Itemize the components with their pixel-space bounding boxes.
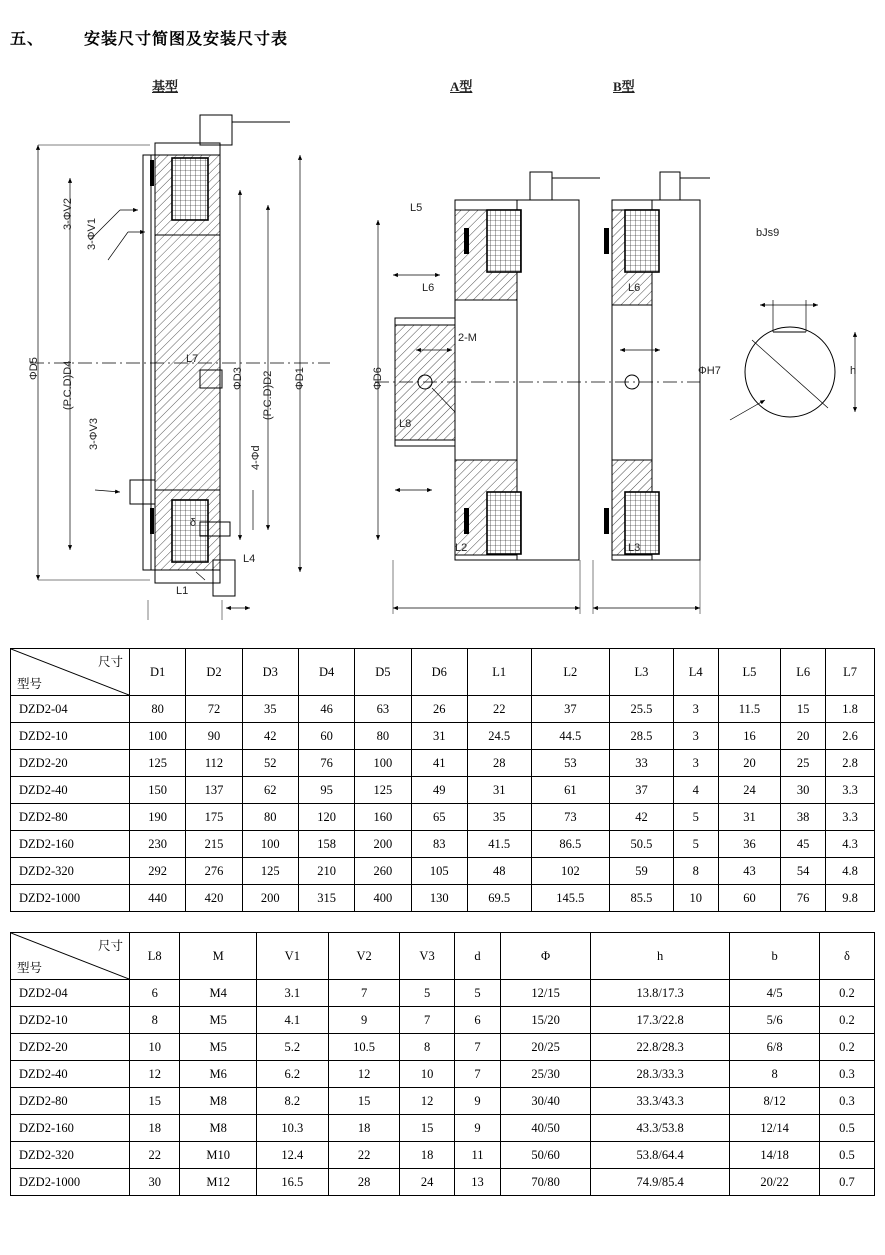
cell: 50.5 (610, 831, 674, 858)
cell: 14/18 (730, 1142, 819, 1169)
label-pcd-d4: (P.C.D)D4 (62, 360, 74, 410)
col-header-d4: D4 (298, 649, 354, 696)
cell: 12 (400, 1088, 454, 1115)
cell: 80 (355, 723, 411, 750)
cell: 4.8 (826, 858, 875, 885)
cell: 53.8/64.4 (590, 1142, 730, 1169)
label-3-phi-v3: 3-ΦV3 (88, 417, 100, 450)
cell: 33.3/43.3 (590, 1088, 730, 1115)
cell: 3.1 (256, 980, 328, 1007)
col-header-delta: δ (819, 933, 874, 980)
col-header-l8: L8 (130, 933, 180, 980)
cell: 37 (610, 777, 674, 804)
cell: 315 (298, 885, 354, 912)
col-header-h: h (590, 933, 730, 980)
cell: 43 (718, 858, 781, 885)
cell: 3.3 (826, 804, 875, 831)
col-header-phi: Φ (501, 933, 590, 980)
cell: 130 (411, 885, 467, 912)
label-l6-b: L6 (628, 282, 641, 294)
col-header-l2: L2 (531, 649, 610, 696)
corner-label-model: 型号 (17, 677, 43, 691)
cell: 76 (781, 885, 826, 912)
cell: 18 (400, 1142, 454, 1169)
cell: 22 (467, 696, 531, 723)
cell: 102 (531, 858, 610, 885)
view-title-a: A型 (450, 79, 473, 94)
cell: 6.2 (256, 1061, 328, 1088)
page-title (10, 26, 288, 49)
corner-label-dimension: 尺寸 (97, 939, 123, 953)
cell: 7 (328, 980, 400, 1007)
cell: 86.5 (531, 831, 610, 858)
cell: 95 (298, 777, 354, 804)
cell: 8 (730, 1061, 819, 1088)
table-row (11, 980, 875, 1007)
col-header-d: d (454, 933, 501, 980)
label-4-phi-d: 4-Φd (250, 445, 262, 470)
cell: 420 (186, 885, 242, 912)
cell: 5 (673, 804, 718, 831)
cell: 4/5 (730, 980, 819, 1007)
cell: 28.5 (610, 723, 674, 750)
label-3-phi-v1: 3-ΦV1 (86, 217, 98, 250)
cell: 20/22 (730, 1169, 819, 1196)
cell: 18 (328, 1115, 400, 1142)
label-h: h (850, 365, 857, 377)
cell: 76 (298, 750, 354, 777)
row-model: DZD2-1000 (11, 1169, 130, 1196)
cell: M5 (180, 1007, 256, 1034)
label-phi-d5: ΦD5 (28, 357, 40, 380)
cell: 112 (186, 750, 242, 777)
assembly-dimension-drawing (0, 60, 885, 620)
col-header-l7: L7 (826, 649, 875, 696)
col-header-l5: L5 (718, 649, 781, 696)
cell: 100 (355, 750, 411, 777)
cell: 0.3 (819, 1088, 874, 1115)
cell: 50/60 (501, 1142, 590, 1169)
cell: M6 (180, 1061, 256, 1088)
corner-label-dimension: 尺寸 (97, 655, 123, 669)
section-heading-text: 安装尺寸简图及安装尺寸表 (84, 31, 289, 48)
cell: 2.8 (826, 750, 875, 777)
cell: 230 (130, 831, 186, 858)
cell: 260 (355, 858, 411, 885)
view-title-b: B型 (613, 79, 635, 94)
cell: 28.3/33.3 (590, 1061, 730, 1088)
cell: 6 (454, 1007, 501, 1034)
row-model: DZD2-04 (11, 980, 130, 1007)
col-header-v1: V1 (256, 933, 328, 980)
cell: 11.5 (718, 696, 781, 723)
cell: 59 (610, 858, 674, 885)
cell: 120 (298, 804, 354, 831)
cell: 31 (718, 804, 781, 831)
table-row (11, 723, 875, 750)
table-row (11, 831, 875, 858)
cell: 46 (298, 696, 354, 723)
cell: 37 (531, 696, 610, 723)
cell: 0.7 (819, 1169, 874, 1196)
label-3-phi-v2: 3-ΦV2 (62, 197, 74, 230)
label-l5: L5 (410, 202, 423, 214)
col-header-l3: L3 (610, 649, 674, 696)
cell: 0.2 (819, 980, 874, 1007)
cell: 160 (355, 804, 411, 831)
cell: 8 (673, 858, 718, 885)
cell: M8 (180, 1115, 256, 1142)
cell: 12 (328, 1061, 400, 1088)
cell: 85.5 (610, 885, 674, 912)
cell: 12/14 (730, 1115, 819, 1142)
label-l7: L7 (186, 353, 199, 365)
cell: 292 (130, 858, 186, 885)
row-model: DZD2-20 (11, 1034, 130, 1061)
table-row (11, 1007, 875, 1034)
cell: 4.1 (256, 1007, 328, 1034)
row-model: DZD2-04 (11, 696, 130, 723)
label-delta: δ (190, 517, 197, 529)
cell: 200 (242, 885, 298, 912)
row-model: DZD2-160 (11, 1115, 130, 1142)
cell: 16 (718, 723, 781, 750)
cell: 52 (242, 750, 298, 777)
row-model: DZD2-320 (11, 1142, 130, 1169)
label-l1: L1 (176, 585, 189, 597)
cell: 12.4 (256, 1142, 328, 1169)
cell: 5 (454, 980, 501, 1007)
cell: 9 (454, 1088, 501, 1115)
cell: M10 (180, 1142, 256, 1169)
cell: 65 (411, 804, 467, 831)
cell: 25 (781, 750, 826, 777)
table-row (11, 696, 875, 723)
cell: 105 (411, 858, 467, 885)
table-row (11, 1034, 875, 1061)
label-pcd-d2: (P.C.D)D2 (262, 370, 274, 420)
cell: 25/30 (501, 1061, 590, 1088)
cell: 7 (454, 1061, 501, 1088)
row-model: DZD2-320 (11, 858, 130, 885)
cell: 150 (130, 777, 186, 804)
cell: 6/8 (730, 1034, 819, 1061)
cell: 10.5 (328, 1034, 400, 1061)
cell: 210 (298, 858, 354, 885)
col-header-d1: D1 (130, 649, 186, 696)
table1-corner-cell (11, 649, 130, 696)
cell: 61 (531, 777, 610, 804)
label-b-js9: bJs9 (756, 227, 780, 239)
dimension-table-1 (10, 648, 875, 912)
cell: 5 (400, 980, 454, 1007)
cell: 73 (531, 804, 610, 831)
cell: 215 (186, 831, 242, 858)
cell: 100 (242, 831, 298, 858)
cell: 80 (242, 804, 298, 831)
cell: 22.8/28.3 (590, 1034, 730, 1061)
table-row (11, 1169, 875, 1196)
cell: 158 (298, 831, 354, 858)
cell: 440 (130, 885, 186, 912)
cell: 45 (781, 831, 826, 858)
cell: 53 (531, 750, 610, 777)
row-model: DZD2-20 (11, 750, 130, 777)
cell: 3 (673, 696, 718, 723)
cell: 48 (467, 858, 531, 885)
cell: 36 (718, 831, 781, 858)
col-header-v3: V3 (400, 933, 454, 980)
cell: 72 (186, 696, 242, 723)
cell: 20/25 (501, 1034, 590, 1061)
cell: 20 (718, 750, 781, 777)
label-l2: L2 (455, 542, 468, 554)
cell: 2.6 (826, 723, 875, 750)
cell: 38 (781, 804, 826, 831)
row-model: DZD2-10 (11, 723, 130, 750)
cell: 6 (130, 980, 180, 1007)
cell: 20 (781, 723, 826, 750)
table-row (11, 885, 875, 912)
cell: 200 (355, 831, 411, 858)
cell: 4.3 (826, 831, 875, 858)
cell: 100 (130, 723, 186, 750)
cell: 42 (610, 804, 674, 831)
cell: 63 (355, 696, 411, 723)
cell: 41.5 (467, 831, 531, 858)
col-header-d2: D2 (186, 649, 242, 696)
cell: 175 (186, 804, 242, 831)
cell: 22 (328, 1142, 400, 1169)
cell: 8/12 (730, 1088, 819, 1115)
cell: 10 (130, 1034, 180, 1061)
table-row (11, 1061, 875, 1088)
cell: 60 (718, 885, 781, 912)
col-header-m: M (180, 933, 256, 980)
label-2-m: 2-M (458, 332, 477, 344)
cell: 125 (242, 858, 298, 885)
label-phi-h7: ΦH7 (698, 365, 721, 377)
cell: 15 (130, 1088, 180, 1115)
table-row (11, 1088, 875, 1115)
cell: 1.8 (826, 696, 875, 723)
cell: 90 (186, 723, 242, 750)
cell: 33 (610, 750, 674, 777)
cell: 5/6 (730, 1007, 819, 1034)
cell: 49 (411, 777, 467, 804)
cell: 25.5 (610, 696, 674, 723)
col-header-l4: L4 (673, 649, 718, 696)
cell: 9 (328, 1007, 400, 1034)
table-row (11, 804, 875, 831)
cell: 15 (781, 696, 826, 723)
cell: 0.2 (819, 1007, 874, 1034)
cell: 30/40 (501, 1088, 590, 1115)
cell: 125 (130, 750, 186, 777)
cell: 137 (186, 777, 242, 804)
corner-label-model: 型号 (17, 961, 43, 975)
cell: 9 (454, 1115, 501, 1142)
cell: 9.8 (826, 885, 875, 912)
cell: 28 (328, 1169, 400, 1196)
cell: 8 (400, 1034, 454, 1061)
label-l4: L4 (243, 553, 256, 565)
row-model: DZD2-80 (11, 804, 130, 831)
label-l8: L8 (399, 418, 412, 430)
cell: 30 (781, 777, 826, 804)
col-header-v2: V2 (328, 933, 400, 980)
col-header-d5: D5 (355, 649, 411, 696)
col-header-l1: L1 (467, 649, 531, 696)
cell: 8.2 (256, 1088, 328, 1115)
cell: 5 (673, 831, 718, 858)
row-model: DZD2-40 (11, 1061, 130, 1088)
label-l6-a: L6 (422, 282, 435, 294)
cell: 8 (130, 1007, 180, 1034)
cell: 145.5 (531, 885, 610, 912)
cell: M5 (180, 1034, 256, 1061)
cell: 43.3/53.8 (590, 1115, 730, 1142)
cell: 69.5 (467, 885, 531, 912)
cell: 35 (242, 696, 298, 723)
cell: 83 (411, 831, 467, 858)
cell: 3.3 (826, 777, 875, 804)
cell: 7 (454, 1034, 501, 1061)
cell: 190 (130, 804, 186, 831)
label-phi-d6: ΦD6 (372, 367, 384, 390)
cell: 4 (673, 777, 718, 804)
row-model: DZD2-10 (11, 1007, 130, 1034)
technical-drawing-svg (0, 60, 885, 620)
cell: 31 (467, 777, 531, 804)
cell: 5.2 (256, 1034, 328, 1061)
cell: 24 (400, 1169, 454, 1196)
cell: 13.8/17.3 (590, 980, 730, 1007)
cell: M12 (180, 1169, 256, 1196)
cell: 16.5 (256, 1169, 328, 1196)
cell: 0.2 (819, 1034, 874, 1061)
cell: 17.3/22.8 (590, 1007, 730, 1034)
cell: M8 (180, 1088, 256, 1115)
cell: 10 (673, 885, 718, 912)
cell: 60 (298, 723, 354, 750)
section-number: 五、 (10, 31, 45, 48)
table2-corner-cell (11, 933, 130, 980)
label-phi-d3: ΦD3 (232, 367, 244, 390)
cell: 28 (467, 750, 531, 777)
cell: 35 (467, 804, 531, 831)
cell: 18 (130, 1115, 180, 1142)
cell: 276 (186, 858, 242, 885)
col-header-d6: D6 (411, 649, 467, 696)
cell: 15 (328, 1088, 400, 1115)
cell: 22 (130, 1142, 180, 1169)
cell: 11 (454, 1142, 501, 1169)
cell: 7 (400, 1007, 454, 1034)
view-title-base: 基型 (152, 79, 179, 94)
label-phi-d1: ΦD1 (294, 367, 306, 390)
cell: 54 (781, 858, 826, 885)
col-header-l6: L6 (781, 649, 826, 696)
row-model: DZD2-160 (11, 831, 130, 858)
cell: 41 (411, 750, 467, 777)
table-row (11, 777, 875, 804)
cell: 15 (400, 1115, 454, 1142)
table-row (11, 1115, 875, 1142)
col-header-b: b (730, 933, 819, 980)
cell: 80 (130, 696, 186, 723)
table-header-row (11, 933, 875, 980)
cell: 62 (242, 777, 298, 804)
cell: 12 (130, 1061, 180, 1088)
row-model: DZD2-80 (11, 1088, 130, 1115)
cell: 70/80 (501, 1169, 590, 1196)
label-l3: L3 (628, 542, 641, 554)
cell: 3 (673, 723, 718, 750)
table-row (11, 750, 875, 777)
cell: 10.3 (256, 1115, 328, 1142)
cell: 10 (400, 1061, 454, 1088)
cell: 15/20 (501, 1007, 590, 1034)
table-row (11, 1142, 875, 1169)
cell: 0.5 (819, 1142, 874, 1169)
cell: 0.3 (819, 1061, 874, 1088)
cell: M4 (180, 980, 256, 1007)
cell: 74.9/85.4 (590, 1169, 730, 1196)
cell: 24.5 (467, 723, 531, 750)
cell: 44.5 (531, 723, 610, 750)
row-model: DZD2-40 (11, 777, 130, 804)
cell: 42 (242, 723, 298, 750)
cell: 24 (718, 777, 781, 804)
cell: 0.5 (819, 1115, 874, 1142)
table-row (11, 858, 875, 885)
cell: 12/15 (501, 980, 590, 1007)
cell: 26 (411, 696, 467, 723)
cell: 400 (355, 885, 411, 912)
col-header-d3: D3 (242, 649, 298, 696)
table-header-row (11, 649, 875, 696)
cell: 125 (355, 777, 411, 804)
dimension-table-2 (10, 932, 875, 1196)
cell: 31 (411, 723, 467, 750)
cell: 30 (130, 1169, 180, 1196)
cell: 40/50 (501, 1115, 590, 1142)
cell: 13 (454, 1169, 501, 1196)
row-model: DZD2-1000 (11, 885, 130, 912)
cell: 3 (673, 750, 718, 777)
